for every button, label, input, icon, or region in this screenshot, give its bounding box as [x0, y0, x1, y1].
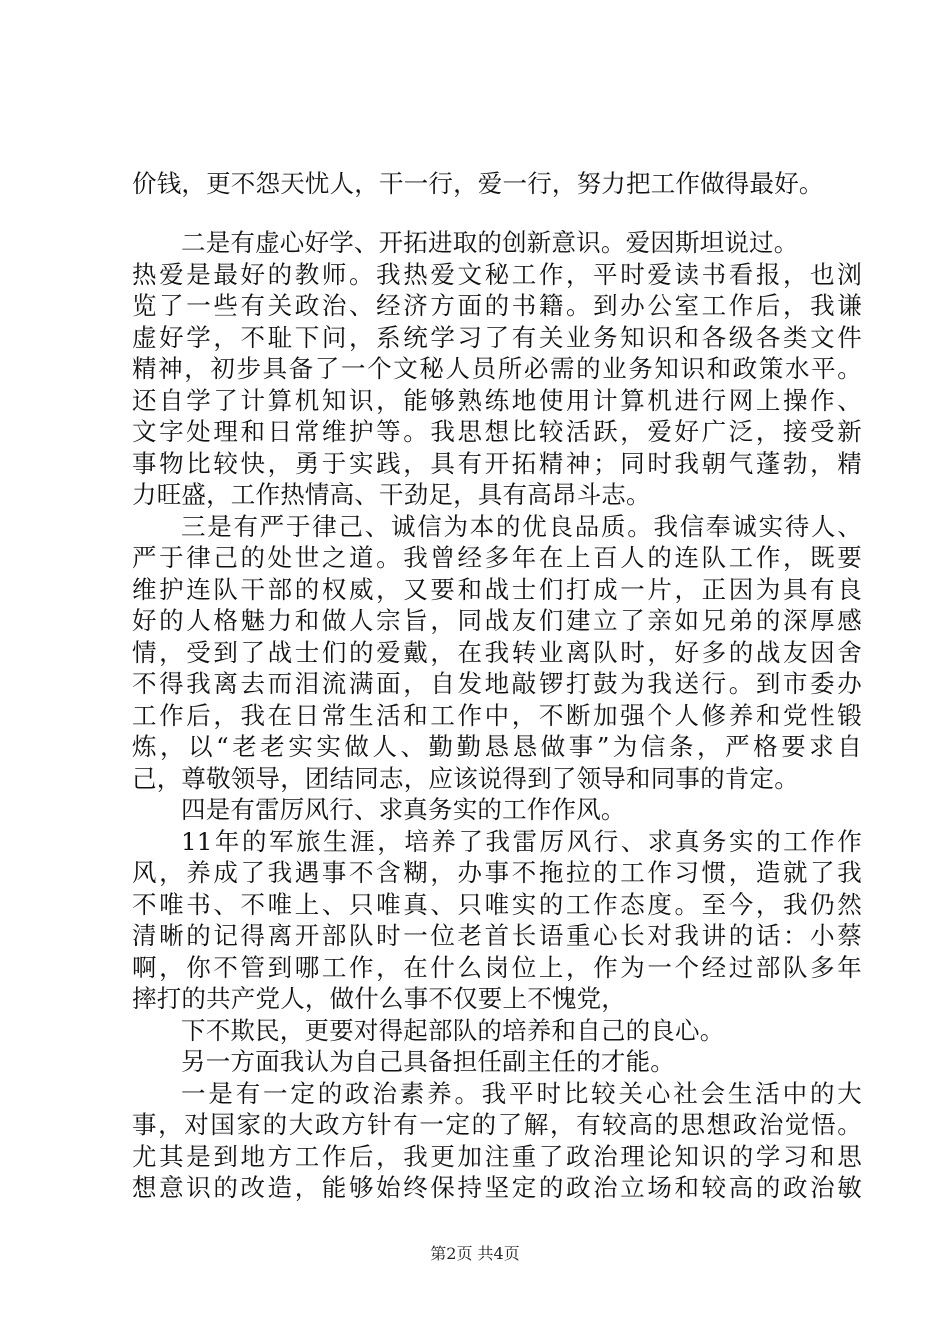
text-line: 11年的军旅生涯，培养了我雷厉风行、求真务实的工作作	[181, 827, 862, 856]
text-line: 热爱是最好的教师。我热爱文秘工作，平时爱读书看报，也浏	[132, 260, 862, 289]
text-line: 事物比较快，勇于实践，具有开拓精神；同时我朝气蓬勃，精	[132, 449, 862, 478]
text-line: 情，受到了战士们的爱戴，在我转业离队时，好多的战友因舍	[132, 638, 862, 667]
text-line: 不唯书、不唯上、只唯真、只唯实的工作态度。至今，我仍然	[132, 890, 862, 919]
text-line: 好的人格魅力和做人宗旨，同战友们建立了亲如兄弟的深厚感	[132, 606, 862, 635]
text-line: 工作后，我在日常生活和工作中，不断加强个人修养和党性锻	[132, 701, 862, 730]
text-line: 尤其是到地方工作后，我更加注重了政治理论知识的学习和思	[132, 1142, 862, 1171]
text-line: 文字处理和日常维护等。我思想比较活跃，爱好广泛，接受新	[132, 417, 862, 446]
text-line: 还自学了计算机知识，能够熟练地使用计算机进行网上操作、	[132, 386, 862, 415]
text-line: 下不欺民，更要对得起部队的培养和自己的良心。	[181, 1016, 725, 1045]
text-line: 精神，初步具备了一个文秘人员所必需的业务知识和政策水平。	[132, 354, 862, 383]
text-line: 事，对国家的大政方针有一定的了解，有较高的思想政治觉悟。	[132, 1110, 862, 1139]
text-line: 力旺盛，工作热情高、干劲足，具有高昂斗志。	[132, 480, 651, 509]
text-line: 想意识的改造，能够始终保持坚定的政治立场和较高的政治敏	[132, 1173, 862, 1202]
text-line: 炼，以“老老实实做人、勤勤恳恳做事”为信条，严格要求自	[132, 732, 862, 761]
text-line: 严于律己的处世之道。我曾经多年在上百人的连队工作，既要	[132, 543, 862, 572]
text-line: 维护连队干部的权威，又要和战士们打成一片，正因为具有良	[132, 575, 862, 604]
text-line: 啊，你不管到哪工作，在什么岗位上，作为一个经过部队多年	[132, 953, 862, 982]
text-line: 四是有雷厉风行、求真务实的工作作风。	[181, 795, 626, 824]
text-line: 风，养成了我遇事不含糊，办事不拖拉的工作习惯，造就了我	[132, 858, 862, 887]
text-line: 二是有虚心好学、开拓进取的创新意识。爱因斯坦说过。	[181, 228, 799, 257]
text-line: 三是有严于律己、诚信为本的优良品质。我信奉诚实待人、	[181, 512, 862, 541]
text-line: 虚好学，不耻下问，系统学习了有关业务知识和各级各类文件	[132, 323, 862, 352]
text-line: 不得我离去而泪流满面，自发地敲锣打鼓为我送行。到市委办	[132, 669, 862, 698]
text-line: 另一方面我认为自己具备担任副主任的才能。	[181, 1047, 675, 1076]
text-line: 己，尊敬领导，团结同志，应该说得到了领导和同事的肯定。	[132, 764, 799, 793]
text-line: 一是有一定的政治素养。我平时比较关心社会生活中的大	[181, 1079, 862, 1108]
text-line: 摔打的共产党人，做什么事不仅要上不愧党，	[132, 984, 626, 1013]
page-number-footer: 第2页 共4页	[430, 1244, 520, 1263]
text-line: 价钱，更不怨天忧人，干一行，爱一行，努力把工作做得最好。	[132, 169, 824, 198]
text-line: 览了一些有关政治、经济方面的书籍。到办公室工作后，我谦	[132, 291, 862, 320]
text-line: 清晰的记得离开部队时一位老首长语重心长对我讲的话：小蔡	[132, 921, 862, 950]
